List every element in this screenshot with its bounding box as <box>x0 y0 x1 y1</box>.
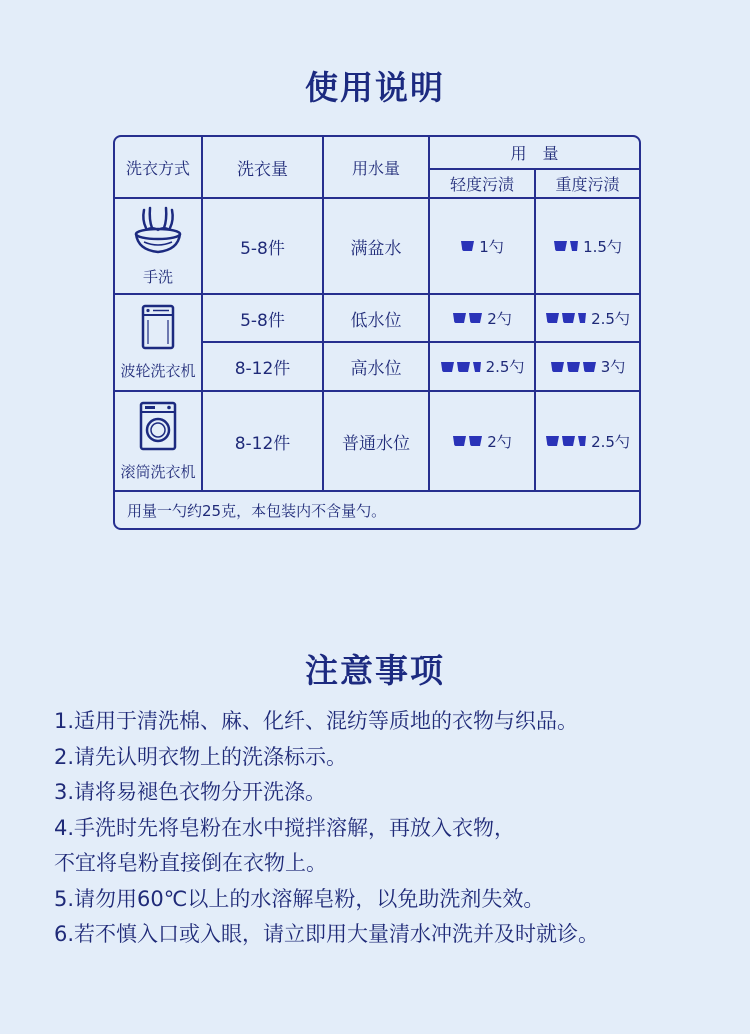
scoop-icon <box>452 311 468 325</box>
scoop-icon <box>561 434 577 448</box>
header-dosage: 用 量 <box>510 144 559 163</box>
notes-item: 1.适用于清洗棉、麻、化纤、混纺等质地的衣物与织品。 <box>54 709 579 733</box>
header-clothes: 洗衣量 <box>237 159 288 180</box>
dose-hand-light <box>430 199 534 293</box>
scoop-group <box>460 239 476 253</box>
header-light: 轻度污渍 <box>449 175 514 194</box>
notes-list <box>54 704 734 953</box>
scoop-icon <box>545 311 561 325</box>
scoop-icon <box>569 239 580 253</box>
water-pulsator-high: 高水位 <box>350 359 402 379</box>
scoop-icon <box>440 360 456 374</box>
front-load-washer-icon <box>138 401 178 455</box>
clothes-pulsator-high: 8-12件 <box>234 359 291 379</box>
scoop-icon <box>553 239 569 253</box>
notes-item: 2.请先认明衣物上的洗涤标示。 <box>54 744 348 769</box>
scoop-icon <box>561 311 577 325</box>
scoop-icon <box>472 360 483 374</box>
scoop-group <box>452 434 484 448</box>
scoop-icon <box>550 360 566 374</box>
header-water: 用水量 <box>351 158 400 178</box>
scoop-icon <box>577 311 588 325</box>
notes-item: 不宜将皂粉直接倒在衣物上。 <box>54 851 327 875</box>
scoop-group <box>545 311 588 325</box>
scoop-group <box>440 360 483 374</box>
dose-drum-heavy <box>536 392 639 490</box>
scoop-icon <box>468 311 484 325</box>
water-hand: 满盆水 <box>350 238 402 259</box>
clothes-pulsator-low: 5-8件 <box>240 310 285 331</box>
dose-amount: 1勺 <box>479 237 504 256</box>
scoop-icon <box>460 239 476 253</box>
notes-item: 4.手洗时先将皂粉在水中搅拌溶解，再放入衣物， <box>54 815 516 840</box>
dose-amount: 2.5勺 <box>591 309 630 328</box>
usage-title: 使用说明 <box>305 68 445 107</box>
scoop-icon <box>577 434 588 448</box>
dose-amount: 2.5勺 <box>485 358 525 376</box>
scoop-group <box>452 311 484 325</box>
dose-hand-heavy <box>536 199 639 293</box>
method-drum-label: 滚筒洗衣机 <box>120 462 196 481</box>
hand-washing-basin-icon <box>130 206 186 260</box>
method-hand <box>115 199 201 293</box>
water-drum: 普通水位 <box>342 433 410 454</box>
notes-item: 5.请勿用60℃以上的水溶解皂粉，以免助洗剂失效。 <box>54 886 545 911</box>
method-hand-label: 手洗 <box>142 267 173 286</box>
clothes-drum: 8-12件 <box>234 433 291 454</box>
method-pulsator-label: 波轮洗衣机 <box>120 362 196 380</box>
notes-item: 6.若不慎入口或入眼，请立即用大量清水冲洗并及时就诊。 <box>54 922 600 946</box>
notes-title: 注意事项 <box>305 651 445 690</box>
dose-amount: 2勺 <box>487 432 512 451</box>
dose-pulsator-high-heavy <box>536 343 639 390</box>
scoop-group <box>545 434 588 448</box>
dose-pulsator-low-heavy <box>536 295 639 341</box>
scoop-group <box>550 360 598 374</box>
header-heavy: 重度污渍 <box>555 175 620 194</box>
dose-pulsator-high-light <box>430 343 534 390</box>
scoop-icon <box>452 434 468 448</box>
header-method: 洗衣方式 <box>125 158 190 178</box>
dose-amount: 1.5勺 <box>583 237 622 256</box>
scoop-icon <box>456 360 472 374</box>
notes-item: 3.请将易褪色衣物分开洗涤。 <box>54 780 327 804</box>
dose-drum-light <box>430 392 534 490</box>
dose-amount: 3勺 <box>600 358 626 376</box>
scoop-icon <box>545 434 561 448</box>
top-load-washer-icon <box>140 304 176 354</box>
dosage-footnote: 用量一勺约25克，本包装内不含量勺。 <box>127 501 387 520</box>
scoop-group <box>553 239 580 253</box>
dosage-table <box>113 135 641 530</box>
method-drum <box>115 392 201 490</box>
method-pulsator <box>115 295 201 390</box>
water-pulsator-low: 低水位 <box>350 310 402 331</box>
scoop-icon <box>582 360 598 374</box>
scoop-icon <box>468 434 484 448</box>
dose-amount: 2.5勺 <box>591 432 630 451</box>
dose-pulsator-low-light <box>430 295 534 341</box>
clothes-hand: 5-8件 <box>240 238 285 259</box>
scoop-icon <box>566 360 582 374</box>
dose-amount: 2勺 <box>487 309 512 328</box>
